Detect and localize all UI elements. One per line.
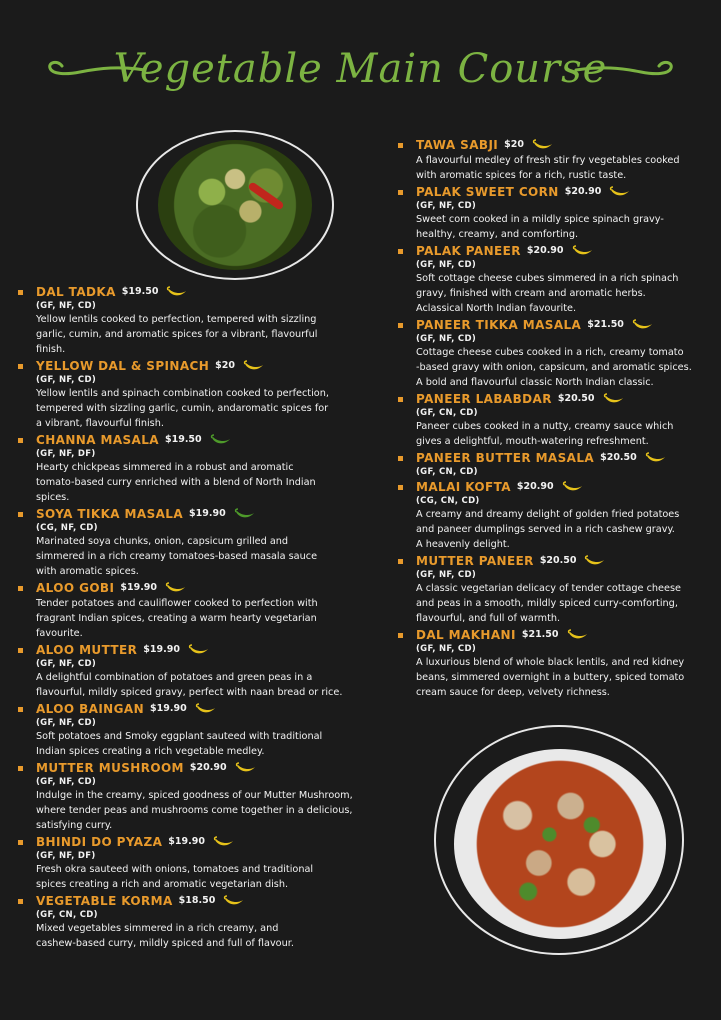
item-description [36,386,408,431]
description-line: Indian spices creating a rich vegetable medley. [36,746,265,757]
item-dietary-tags: (GF, NF, CD) [416,570,477,580]
item-name: BHINDI DO PYAZA [36,835,163,849]
item-heading [416,317,714,333]
item-heading [36,760,408,776]
bullet-icon [18,840,23,845]
bullet-icon [18,512,23,517]
menu-item [398,184,714,242]
item-dietary-tags: (GF, NF, CD) [36,301,97,311]
item-price: $19.50 [164,434,202,445]
item-description [36,862,408,892]
yellow-chili-icon [213,836,235,848]
item-price: $20.50 [539,555,577,566]
description-line: a vibrant, flavourful finish. [36,418,164,429]
item-description [36,788,408,833]
item-heading [416,479,714,495]
item-description [36,460,408,505]
bullet-icon [18,766,23,771]
item-price: $19.90 [143,644,180,655]
item-heading [36,506,408,522]
item-heading [416,553,714,569]
item-description [416,271,714,316]
item-description [36,729,408,759]
item-heading [416,243,714,259]
menu-item [398,479,714,552]
item-name: MUTTER MUSHROOM [36,761,184,775]
bullet-icon [18,707,23,712]
item-name: ALOO GOBI [36,581,115,595]
yellow-chili-icon [235,762,257,774]
menu-item [18,760,408,833]
description-line: Paneer cubes cooked in a nutty, creamy sauce which [416,421,674,432]
item-dietary-tags: (CG, NF, CD) [36,523,98,533]
yellow-chili-icon [645,452,667,464]
item-price: $21.50 [521,629,559,640]
description-line: beans, simmered overnight in a buttery, spiced tomato [416,672,685,683]
item-description [416,153,714,183]
yellow-chili-icon [195,703,217,715]
bullet-icon [398,485,403,490]
description-line: spices. [36,492,70,503]
item-dietary-tags: (GF, CN, CD) [416,408,478,418]
description-line: Fresh okra sauteed with onions, tomatoes and traditional [36,864,314,875]
item-name: PANEER LABABDAR [416,392,552,406]
item-name: PALAK PANEER [416,244,521,258]
item-name: DAL TADKA [36,285,116,299]
description-line: A luxurious blend of whole black lentils, and red kidney [416,657,685,668]
bullet-icon [398,143,403,148]
item-dietary-tags: (GF, NF, CD) [36,777,97,787]
description-line: garlic, cumin, and aromatic spices for a vibrant, flavourful [36,329,318,340]
description-line: satisfying curry. [36,820,113,831]
item-heading [416,137,714,153]
bullet-icon [398,559,403,564]
item-price: $20 [504,139,525,150]
item-heading [36,893,408,909]
bullet-icon [398,190,403,195]
item-description [416,419,714,449]
title-block [0,36,721,106]
description-line: simmered in a rich creamy tomatoes-based masala sauce [36,551,318,562]
item-name: ALOO MUTTER [36,643,138,657]
item-description [36,312,408,357]
description-line: Indulge in the creamy, spiced goodness of our Mutter Mushroom, [36,790,353,801]
description-line: Soft cottage cheese cubes simmered in a rich spinach [416,273,679,284]
item-heading [36,701,408,717]
yellow-chili-icon [603,393,625,405]
description-line: flavourful, mildly spiced gravy, perfect with naan bread or rice. [36,687,343,698]
description-line: A delightful combination of potatoes and green peas in a [36,672,313,683]
item-dietary-tags: (GF, NF, CD) [416,201,477,211]
description-line: with aromatic spices. [36,566,139,577]
description-line: favourite. [36,628,83,639]
item-price: $21.50 [587,319,624,330]
item-heading [36,432,408,448]
description-line: A heavenly delight. [416,539,510,550]
description-line: A classic vegetarian delicacy of tender cottage cheese [416,583,681,594]
item-dietary-tags: (CG, CN, CD) [416,496,480,506]
description-line: Tender potatoes and cauliflower cooked to perfection with [36,598,318,609]
left-menu-column [18,284,408,952]
yellow-chili-icon [188,644,210,656]
description-line: healthy, creamy, and comforting. [416,229,579,240]
green-chili-icon [210,434,232,446]
item-name: MUTTER PANEER [416,554,534,568]
item-price: $18.50 [178,895,216,906]
description-line: Sweet corn cooked in a mildly spice spinach gravy- [416,214,664,225]
item-name: PANEER BUTTER MASALA [416,451,595,465]
description-line: cream sauce for deep, velvety richness. [416,687,610,698]
item-dietary-tags: (GF, NF, CD) [416,644,477,654]
item-dietary-tags: (GF, NF, DF) [36,449,96,459]
menu-item [398,450,714,478]
description-line: gives a delightful, mouth-watering refreshment. [416,436,649,447]
item-price: $20.90 [526,245,564,256]
item-dietary-tags: (GF, NF, CD) [36,375,97,385]
item-price: $20 [215,360,236,371]
bullet-icon [18,648,23,653]
menu-item [18,580,408,641]
description-line: tomato-based curry enriched with a blend of North Indian [36,477,316,488]
item-description [416,345,714,390]
menu-item [398,317,714,390]
description-line: -based gravy with onion, capsicum, and aromatic spices. [416,362,692,373]
description-line: Yellow lentils and spinach combination cooked to perfection, [36,388,329,399]
bullet-icon [18,290,23,295]
right-menu-column [398,137,714,701]
item-heading [36,284,408,300]
yellow-chili-icon [562,481,584,493]
bullet-icon [398,456,403,461]
item-name: ALOO BAINGAN [36,702,145,716]
bullet-icon [18,364,23,369]
description-line: Aclassical North Indian favourite. [416,303,577,314]
item-dietary-tags: (GF, NF, CD) [36,718,97,728]
menu-item [18,834,408,892]
description-line: tempered with sizzling garlic, cumin, andaromatic spices for [36,403,329,414]
item-description [36,670,408,700]
item-price: $19.90 [150,703,187,714]
description-line: spices creating a rich and aromatic vegetarian dish. [36,879,289,890]
palak-paneer-food [158,140,312,270]
item-name: TAWA SABJI [416,138,499,152]
bullet-icon [398,249,403,254]
item-dietary-tags: (GF, NF, CD) [416,334,477,344]
menu-item [18,642,408,700]
yellow-chili-icon [165,582,187,594]
description-line: Hearty chickpeas simmered in a robust and aromatic [36,462,294,473]
menu-item [398,627,714,700]
item-description [416,212,714,242]
yellow-chili-icon [166,286,188,298]
item-price: $20.50 [600,452,637,463]
item-dietary-tags: (GF, NF, CD) [36,659,97,669]
item-name: SOYA TIKKA MASALA [36,507,184,521]
item-price: $19.90 [189,508,226,519]
item-heading [416,391,714,407]
menu-item [18,358,408,431]
description-line: Yellow lentils cooked to perfection, tempered with sizzling [36,314,317,325]
page-title: Vegetable Main Course [113,46,608,92]
right-swirl-ornament [571,56,681,86]
item-description [36,596,408,641]
green-chili-icon [234,508,256,520]
description-line: gravy, finished with cream and aromatic herbs. [416,288,646,299]
item-heading [416,627,714,643]
description-line: and peas in a smooth, mildly spiced curry-comforting, [416,598,678,609]
description-line: with aromatic spices for a rich, rustic taste. [416,170,627,181]
mutter-mushroom-food [454,749,666,939]
description-line: A flavourful medley of fresh stir fry vegetables cooked [416,155,680,166]
description-line: A bold and flavourful classic North Indian classic. [416,377,654,388]
item-dietary-tags: (GF, CN, CD) [36,910,98,920]
description-line: flavourful, and full of warmth. [416,613,561,624]
item-name: MALAI KOFTA [416,480,511,494]
item-dietary-tags: (GF, CN, CD) [416,467,478,477]
yellow-chili-icon [567,629,589,641]
menu-item [18,432,408,505]
bullet-icon [18,438,23,443]
menu-item [398,243,714,316]
menu-item [398,391,714,449]
description-line: finish. [36,344,66,355]
item-dietary-tags: (GF, NF, DF) [36,851,96,861]
yellow-chili-icon [223,895,245,907]
menu-item [18,893,408,951]
description-line: Cottage cheese cubes cooked in a rich, creamy tomato [416,347,684,358]
bullet-icon [18,899,23,904]
item-price: $19.90 [120,582,158,593]
item-heading [416,450,714,466]
item-name: DAL MAKHANI [416,628,516,642]
bullet-icon [18,586,23,591]
description-line: and paneer dumplings served in a rich cashew gravy. [416,524,675,535]
item-price: $20.90 [516,481,554,492]
bullet-icon [398,633,403,638]
description-line: Soft potatoes and Smoky eggplant sauteed with traditional [36,731,323,742]
description-line: where tender peas and mushrooms come together in a delicious, [36,805,353,816]
yellow-chili-icon [632,319,654,331]
yellow-chili-icon [532,139,554,151]
red-chili-garnish [247,181,284,210]
menu-item [18,506,408,579]
yellow-chili-icon [609,186,631,198]
description-line: fragrant Indian spices, creating a warm hearty vegetarian [36,613,317,624]
item-name: PANEER TIKKA MASALA [416,318,582,332]
palak-paneer-plate-image [136,130,334,280]
item-heading [36,834,408,850]
item-dietary-tags: (GF, NF, CD) [416,260,477,270]
item-price: $19.50 [121,286,159,297]
yellow-chili-icon [243,360,265,372]
description-line: Mixed vegetables simmered in a rich creamy, and [36,923,279,934]
menu-item [398,137,714,183]
description-line: cashew-based curry, mildly spiced and full of flavour. [36,938,294,949]
item-heading [36,358,408,374]
item-price: $20.90 [189,762,227,773]
item-heading [36,580,408,596]
menu-item [398,553,714,626]
item-heading [36,642,408,658]
item-name: YELLOW DAL & SPINACH [36,359,210,373]
bullet-icon [398,397,403,402]
item-price: $19.90 [168,836,205,847]
item-name: PALAK SWEET CORN [416,185,559,199]
item-name: VEGETABLE KORMA [36,894,173,908]
item-price: $20.50 [557,393,595,404]
item-description [36,921,408,951]
item-price: $20.90 [564,186,602,197]
item-description [416,507,714,552]
item-heading [416,184,714,200]
description-line: A creamy and dreamy delight of golden fried potatoes [416,509,680,520]
menu-item [18,701,408,759]
bullet-icon [398,323,403,328]
mutter-mushroom-plate-image [434,725,684,955]
item-description [416,655,714,700]
description-line: Marinated soya chunks, onion, capsicum grilled and [36,536,289,547]
item-description [416,581,714,626]
yellow-chili-icon [572,245,594,257]
yellow-chili-icon [584,555,606,567]
menu-item [18,284,408,357]
item-name: CHANNA MASALA [36,433,159,447]
item-description [36,534,408,579]
